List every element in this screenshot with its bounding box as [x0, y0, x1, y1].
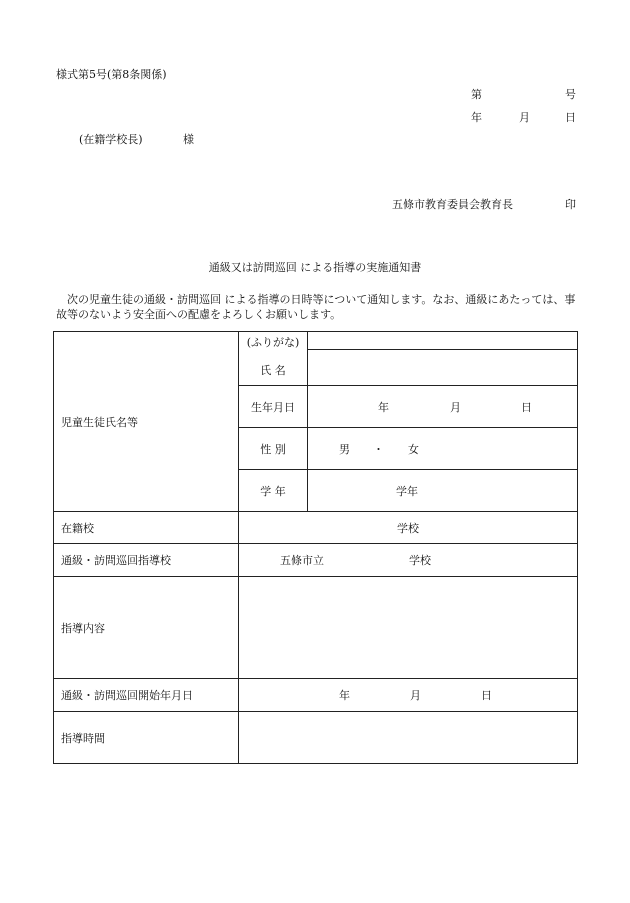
grade-field[interactable] — [308, 470, 578, 512]
issue-date-year: 年 — [471, 111, 482, 124]
grade-label: 学 年 — [239, 470, 308, 512]
hours-label: 指導時間 — [54, 712, 239, 764]
gender-female-option[interactable]: 女 — [408, 442, 419, 456]
seal-mark: 印 — [565, 198, 576, 211]
birthdate-label: 生年月日 — [239, 386, 308, 428]
guidance-school-field[interactable] — [239, 544, 578, 577]
birth-day-unit: 日 — [521, 400, 532, 414]
sender: 五條市教育委員会教育長 — [392, 198, 513, 211]
gender-separator: ・ — [373, 442, 384, 456]
grade-unit: 学年 — [396, 484, 418, 498]
furigana-field[interactable] — [308, 332, 578, 350]
name-label: 氏 名 — [260, 364, 286, 377]
gender-field[interactable] — [308, 428, 578, 470]
issue-date-day: 日 — [565, 111, 576, 124]
hours-field[interactable] — [239, 712, 578, 764]
content-label: 指導内容 — [54, 577, 239, 679]
start-date-label: 通級・訪問巡回開始年月日 — [54, 679, 239, 712]
form-number: 様式第5号(第8条関係) — [56, 68, 167, 81]
school-label: 在籍校 — [54, 512, 239, 544]
student-group-label: 児童生徒氏名等 — [54, 332, 239, 512]
document-number-suffix: 号 — [565, 88, 576, 101]
document-number-prefix: 第 — [471, 88, 482, 101]
guidance-school-unit: 学校 — [409, 554, 431, 567]
notification-table — [53, 331, 578, 764]
name-field[interactable] — [308, 350, 578, 386]
furigana-label: (ふりがな) — [246, 336, 300, 349]
start-year-unit: 年 — [339, 689, 350, 702]
document-title: 通級又は訪問巡回 による指導の実施通知書 — [208, 261, 422, 274]
guidance-city-prefix: 五條市立 — [280, 554, 324, 567]
guidance-school-label: 通級・訪問巡回指導校 — [54, 544, 239, 577]
birth-month-unit: 月 — [450, 400, 461, 414]
start-day-unit: 日 — [481, 689, 492, 702]
issue-date-month: 月 — [519, 111, 530, 124]
addressee: (在籍学校長) — [79, 133, 143, 146]
start-month-unit: 月 — [410, 689, 421, 702]
honorific: 様 — [183, 133, 194, 146]
start-date-field[interactable] — [239, 679, 578, 712]
gender-label: 性 別 — [239, 428, 308, 470]
gender-male-option[interactable]: 男 — [339, 442, 350, 456]
birth-year-unit: 年 — [378, 400, 389, 414]
school-unit: 学校 — [397, 521, 419, 535]
furigana-name-cell — [239, 332, 308, 386]
birthdate-field[interactable] — [308, 386, 578, 428]
school-field[interactable] — [239, 512, 578, 544]
intro-paragraph: 次の児童生徒の通級・訪問巡回 による指導の日時等について通知します。なお、通級にあたっては、事故等のないよう安全面への配慮をよろしくお願いします。 — [56, 293, 576, 321]
content-field[interactable] — [239, 577, 578, 679]
